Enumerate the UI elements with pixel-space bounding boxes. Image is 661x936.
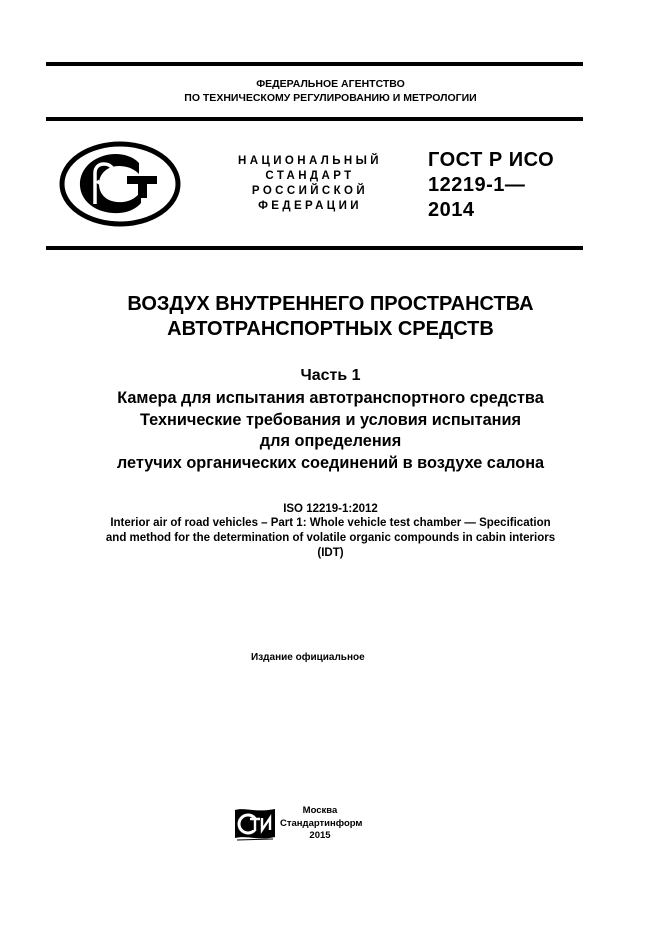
iso-title-line: (IDT) bbox=[317, 547, 344, 559]
document-title bbox=[0, 292, 661, 342]
publisher-city: Москва bbox=[302, 805, 338, 816]
edition-label: Издание официальное bbox=[251, 652, 365, 663]
designation-line: 2014 bbox=[428, 199, 475, 221]
subtitle-line: для определения bbox=[259, 432, 402, 450]
publisher-info bbox=[280, 805, 363, 843]
iso-title-line: and method for the determination of volatile organic compounds in cabin interiors bbox=[105, 532, 556, 544]
iso-code: ISO 12219-1:2012 bbox=[283, 503, 378, 515]
document-subtitle bbox=[0, 388, 661, 474]
standard-designation bbox=[428, 148, 554, 223]
designation-line: 12219-1— bbox=[428, 174, 526, 196]
agency-line-2: ПО ТЕХНИЧЕСКОМУ РЕГУЛИРОВАНИЮ И МЕТРОЛОГИИ bbox=[184, 92, 477, 104]
subtitle-line: летучих органических соединений в воздухе салона bbox=[116, 453, 545, 472]
subtitle-line: Камера для испытания автотранспортного средства bbox=[117, 389, 544, 407]
agency-name bbox=[0, 77, 661, 105]
top-rule bbox=[46, 62, 583, 66]
publisher-name: Стандартинформ bbox=[280, 817, 363, 829]
header-rule bbox=[46, 117, 583, 121]
title-line: АВТОТРАНСПОРТНЫХ СРЕДСТВ bbox=[167, 318, 494, 340]
standard-block-rule bbox=[46, 246, 583, 250]
subtitle-line: Технические требования и условия испытания bbox=[140, 410, 521, 429]
publisher-year: 2015 bbox=[309, 830, 331, 841]
national-line: РОССИЙСКОЙ bbox=[251, 185, 369, 197]
designation-line: ГОСТ Р ИСО bbox=[428, 149, 555, 171]
national-line: СТАНДАРТ bbox=[265, 170, 355, 182]
national-line: НАЦИОНАЛЬНЫЙ bbox=[238, 155, 382, 167]
title-line: ВОЗДУХ ВНУТРЕННЕГО ПРОСТРАНСТВА bbox=[127, 293, 534, 315]
national-standard-label bbox=[222, 154, 398, 214]
iso-title bbox=[0, 516, 661, 561]
part-label: Часть 1 bbox=[300, 367, 361, 384]
agency-line-1: ФЕДЕРАЛЬНОЕ АГЕНТСТВО bbox=[256, 78, 405, 90]
rst-logo-icon bbox=[59, 141, 181, 227]
standartinform-logo-icon bbox=[233, 806, 277, 842]
iso-title-line: Interior air of road vehicles – Part 1: Whole vehicle test chamber — Specification bbox=[110, 517, 551, 529]
national-line: ФЕДЕРАЦИИ bbox=[258, 200, 362, 212]
